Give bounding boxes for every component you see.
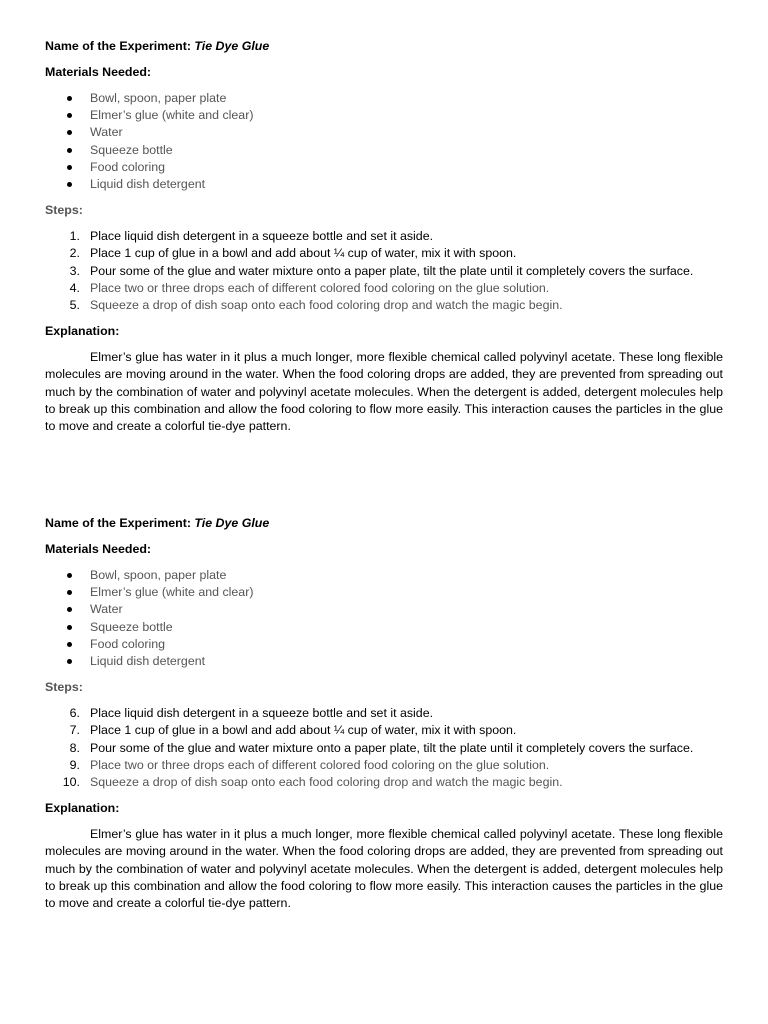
- bullet-icon: [67, 148, 72, 153]
- step-text: Place 1 cup of glue in a bowl and add about ¼ cup of water, mix it with spoon.: [90, 246, 517, 261]
- materials-list: [45, 567, 723, 670]
- list-item: [45, 636, 723, 653]
- bullet-icon: [67, 607, 72, 612]
- list-item: [45, 107, 723, 124]
- bullet-icon: [67, 165, 72, 170]
- steps-list: [45, 228, 723, 314]
- material-text: Elmer’s glue (white and clear): [90, 585, 254, 600]
- list-item: [45, 245, 723, 262]
- bullet-icon: [67, 113, 72, 118]
- step-number: 3.: [69, 263, 80, 278]
- step-number: 2.: [69, 246, 80, 261]
- materials-heading: Materials Needed:: [45, 542, 152, 556]
- step-number: 9.: [69, 757, 80, 772]
- title-label: Name of the Experiment:: [45, 39, 191, 53]
- list-item: [45, 601, 723, 618]
- bullet-icon: [67, 642, 72, 647]
- materials-list: [45, 90, 723, 193]
- steps-heading: Steps:: [45, 203, 83, 218]
- step-number: 5.: [69, 298, 80, 313]
- step-number: 8.: [69, 740, 80, 755]
- bullet-icon: [67, 590, 72, 595]
- step-number: 7.: [69, 723, 80, 738]
- experiment-title: [45, 38, 723, 55]
- explanation-paragraph: Elmer’s glue has water in it plus a much longer, more flexible chemical called polyvinyl acetate. These long flexible molecules are moving around in the water. When the food coloring drops are added, they are prevented from spreading out much by the combination of water and polyvinyl acetate molecules. When the detergent is added, detergent molecules help to break up this combination and allow the food coloring to flow more easily. This interaction causes the particles in the glue to move and create a colorful tie-dye pattern.: [45, 827, 723, 911]
- material-text: Squeeze bottle: [90, 142, 173, 157]
- step-number: 6.: [69, 706, 80, 721]
- title-value: Tie Dye Glue: [194, 39, 270, 53]
- step-text: Squeeze a drop of dish soap onto each food coloring drop and watch the magic begin.: [90, 298, 563, 313]
- list-item: [45, 722, 723, 739]
- list-item: [45, 228, 723, 245]
- list-item: [45, 653, 723, 670]
- materials-heading: Materials Needed:: [45, 65, 152, 79]
- step-text: Place two or three drops each of different colored food coloring on the glue solution.: [90, 280, 550, 295]
- step-number: 1.: [69, 229, 80, 244]
- material-text: Bowl, spoon, paper plate: [90, 568, 227, 582]
- list-item: [45, 90, 723, 107]
- material-text: Elmer’s glue (white and clear): [90, 108, 254, 123]
- material-text: Water: [90, 602, 123, 617]
- list-item: [45, 297, 723, 314]
- list-item: [45, 263, 723, 280]
- experiment-title: [45, 515, 723, 532]
- list-item: [45, 584, 723, 601]
- list-item: [45, 142, 723, 159]
- step-text: Place liquid dish detergent in a squeeze bottle and set it aside.: [90, 229, 434, 244]
- material-text: Food coloring: [90, 636, 166, 651]
- step-text: Squeeze a drop of dish soap onto each food coloring drop and watch the magic begin.: [90, 775, 563, 790]
- bullet-icon: [67, 573, 72, 578]
- bullet-icon: [67, 130, 72, 135]
- material-text: Squeeze bottle: [90, 619, 173, 634]
- steps-list: [45, 705, 723, 791]
- title-label: Name of the Experiment:: [45, 516, 191, 530]
- experiment-block-1: [45, 38, 723, 435]
- list-item: [45, 567, 723, 584]
- explanation-paragraph: Elmer’s glue has water in it plus a much longer, more flexible chemical called polyvinyl acetate. These long flexible molecules are moving around in the water. When the food coloring drops are added, they are prevented from spreading out much by the combination of water and polyvinyl acetate molecules. When the detergent is added, detergent molecules help to break up this combination and allow the food coloring to flow more easily. This interaction causes the particles in the glue to move and create a colorful tie-dye pattern.: [45, 350, 723, 434]
- step-number: 4.: [69, 280, 80, 295]
- bullet-icon: [67, 625, 72, 630]
- bullet-icon: [67, 659, 72, 664]
- explanation-heading: Explanation:: [45, 801, 120, 816]
- material-text: Bowl, spoon, paper plate: [90, 91, 227, 105]
- title-value: Tie Dye Glue: [194, 516, 270, 530]
- list-item: [45, 176, 723, 193]
- bullet-icon: [67, 96, 72, 101]
- list-item: [45, 124, 723, 141]
- material-text: Food coloring: [90, 159, 166, 174]
- step-number: 10.: [62, 775, 80, 790]
- explanation-heading: Explanation:: [45, 324, 120, 339]
- steps-heading: Steps:: [45, 680, 83, 695]
- experiment-block-2: [45, 515, 723, 912]
- material-text: Liquid dish detergent: [90, 177, 206, 192]
- list-item: [45, 159, 723, 176]
- step-text: Pour some of the glue and water mixture onto a paper plate, tilt the plate until it completely covers the surface.: [90, 263, 694, 278]
- step-text: Place 1 cup of glue in a bowl and add about ¼ cup of water, mix it with spoon.: [90, 723, 517, 738]
- step-text: Place two or three drops each of different colored food coloring on the glue solution.: [90, 757, 550, 772]
- list-item: [45, 619, 723, 636]
- list-item: [45, 740, 723, 757]
- list-item: [45, 774, 723, 791]
- material-text: Liquid dish detergent: [90, 654, 206, 669]
- list-item: [45, 705, 723, 722]
- step-text: Pour some of the glue and water mixture onto a paper plate, tilt the plate until it completely covers the surface.: [90, 740, 694, 755]
- material-text: Water: [90, 125, 123, 140]
- list-item: [45, 280, 723, 297]
- step-text: Place liquid dish detergent in a squeeze bottle and set it aside.: [90, 706, 434, 721]
- list-item: [45, 757, 723, 774]
- bullet-icon: [67, 182, 72, 187]
